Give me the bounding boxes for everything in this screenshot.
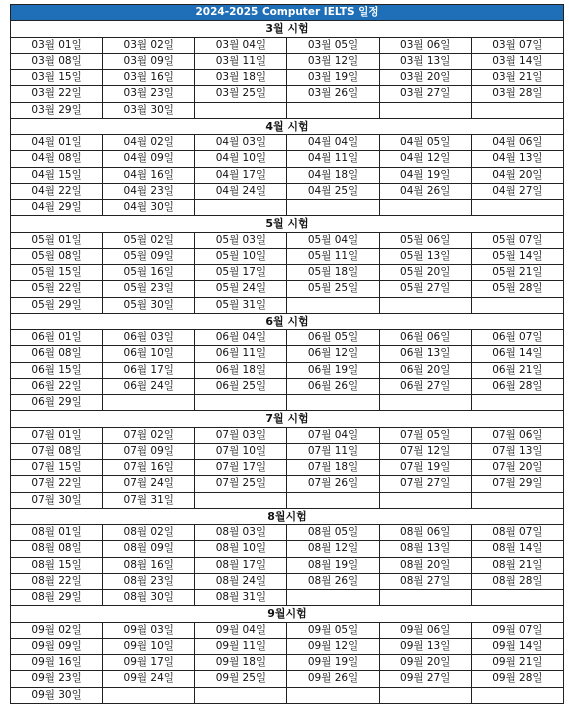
date-row (11, 183, 564, 199)
date-row (11, 590, 564, 606)
empty-cell (379, 297, 471, 313)
empty-cell (195, 395, 287, 411)
empty-cell (379, 102, 471, 118)
date-row (11, 443, 564, 459)
date-row (11, 557, 564, 573)
empty-cell (287, 102, 379, 118)
date-cell: 04월 13일 (471, 151, 563, 167)
empty-cell (471, 590, 563, 606)
date-cell: 09월 16일 (11, 655, 103, 671)
date-cell: 05월 11일 (287, 248, 379, 264)
date-cell: 07월 22일 (11, 476, 103, 492)
date-cell: 04월 08일 (11, 151, 103, 167)
date-row (11, 655, 564, 671)
date-cell: 03월 29일 (11, 102, 103, 118)
month-header: 7월 시험 (11, 411, 564, 427)
date-cell: 05월 09일 (103, 248, 195, 264)
date-cell: 03월 21일 (471, 70, 563, 86)
date-cell: 05월 10일 (195, 248, 287, 264)
date-cell: 09월 05일 (287, 622, 379, 638)
date-cell: 05월 15일 (11, 265, 103, 281)
date-cell: 05월 24일 (195, 281, 287, 297)
empty-cell (471, 395, 563, 411)
date-cell: 03월 16일 (103, 70, 195, 86)
date-cell: 04월 04일 (287, 135, 379, 151)
schedule-body (11, 5, 564, 704)
date-cell: 04월 24일 (195, 183, 287, 199)
empty-cell (379, 492, 471, 508)
date-cell: 08월 29일 (11, 590, 103, 606)
title-row (11, 5, 564, 21)
date-cell: 08월 27일 (379, 573, 471, 589)
date-cell: 09월 20일 (379, 655, 471, 671)
date-cell: 05월 17일 (195, 265, 287, 281)
date-cell: 07월 01일 (11, 427, 103, 443)
date-cell: 07월 16일 (103, 460, 195, 476)
date-cell: 04월 22일 (11, 183, 103, 199)
date-cell: 08월 16일 (103, 557, 195, 573)
date-cell: 09월 19일 (287, 655, 379, 671)
date-cell: 06월 05일 (287, 330, 379, 346)
empty-cell (103, 395, 195, 411)
date-cell: 03월 01일 (11, 37, 103, 53)
empty-cell (379, 590, 471, 606)
date-cell: 03월 23일 (103, 86, 195, 102)
date-cell: 06월 13일 (379, 346, 471, 362)
date-cell: 05월 30일 (103, 297, 195, 313)
month-header-row (11, 118, 564, 134)
date-cell: 03월 20일 (379, 70, 471, 86)
month-header-row (11, 606, 564, 622)
month-header: 5월 시험 (11, 216, 564, 232)
empty-cell (287, 492, 379, 508)
date-cell: 08월 28일 (471, 573, 563, 589)
date-cell: 05월 28일 (471, 281, 563, 297)
month-header-row (11, 216, 564, 232)
date-cell: 07월 31일 (103, 492, 195, 508)
date-cell: 08월 20일 (379, 557, 471, 573)
date-cell: 06월 21일 (471, 362, 563, 378)
date-cell: 09월 11일 (195, 638, 287, 654)
date-cell: 03월 26일 (287, 86, 379, 102)
date-cell: 08월 17일 (195, 557, 287, 573)
empty-cell (287, 200, 379, 216)
month-header: 9월시험 (11, 606, 564, 622)
date-cell: 09월 13일 (379, 638, 471, 654)
date-cell: 09월 10일 (103, 638, 195, 654)
date-cell: 09월 03일 (103, 622, 195, 638)
date-row (11, 330, 564, 346)
date-cell: 06월 14일 (471, 346, 563, 362)
date-cell: 03월 09일 (103, 53, 195, 69)
date-cell: 07월 26일 (287, 476, 379, 492)
date-cell: 04월 10일 (195, 151, 287, 167)
date-cell: 06월 19일 (287, 362, 379, 378)
date-row (11, 395, 564, 411)
empty-cell (287, 687, 379, 703)
date-cell: 06월 07일 (471, 330, 563, 346)
date-cell: 05월 03일 (195, 232, 287, 248)
date-cell: 05월 23일 (103, 281, 195, 297)
date-cell: 08월 09일 (103, 541, 195, 557)
empty-cell (195, 200, 287, 216)
date-cell: 08월 01일 (11, 525, 103, 541)
date-cell: 09월 24일 (103, 671, 195, 687)
empty-cell (195, 687, 287, 703)
empty-cell (471, 492, 563, 508)
date-row (11, 638, 564, 654)
date-cell: 09월 07일 (471, 622, 563, 638)
date-row (11, 378, 564, 394)
date-cell: 04월 02일 (103, 135, 195, 151)
empty-cell (471, 200, 563, 216)
date-cell: 03월 06일 (379, 37, 471, 53)
date-cell: 06월 29일 (11, 395, 103, 411)
date-cell: 07월 30일 (11, 492, 103, 508)
date-row (11, 492, 564, 508)
date-cell: 09월 25일 (195, 671, 287, 687)
date-cell: 07월 05일 (379, 427, 471, 443)
date-cell: 08월 23일 (103, 573, 195, 589)
date-cell: 04월 16일 (103, 167, 195, 183)
date-cell: 05월 06일 (379, 232, 471, 248)
date-cell: 03월 30일 (103, 102, 195, 118)
date-row (11, 167, 564, 183)
date-cell: 09월 27일 (379, 671, 471, 687)
date-cell: 03월 25일 (195, 86, 287, 102)
date-row (11, 53, 564, 69)
date-cell: 09월 17일 (103, 655, 195, 671)
month-header: 4월 시험 (11, 118, 564, 134)
date-cell: 03월 07일 (471, 37, 563, 53)
date-cell: 07월 09일 (103, 443, 195, 459)
date-cell: 09월 26일 (287, 671, 379, 687)
date-row (11, 265, 564, 281)
date-cell: 04월 15일 (11, 167, 103, 183)
date-cell: 03월 19일 (287, 70, 379, 86)
empty-cell (287, 590, 379, 606)
date-cell: 08월 26일 (287, 573, 379, 589)
date-row (11, 37, 564, 53)
date-row (11, 281, 564, 297)
date-cell: 04월 20일 (471, 167, 563, 183)
date-cell: 04월 29일 (11, 200, 103, 216)
empty-cell (471, 297, 563, 313)
date-row (11, 460, 564, 476)
date-row (11, 687, 564, 703)
date-cell: 04월 06일 (471, 135, 563, 151)
date-cell: 05월 14일 (471, 248, 563, 264)
date-cell: 09월 30일 (11, 687, 103, 703)
empty-cell (471, 102, 563, 118)
date-row (11, 248, 564, 264)
date-cell: 04월 05일 (379, 135, 471, 151)
empty-cell (471, 687, 563, 703)
schedule-table (10, 4, 564, 704)
date-cell: 09월 06일 (379, 622, 471, 638)
date-cell: 04월 18일 (287, 167, 379, 183)
date-cell: 06월 12일 (287, 346, 379, 362)
date-cell: 09월 21일 (471, 655, 563, 671)
date-row (11, 476, 564, 492)
date-cell: 06월 15일 (11, 362, 103, 378)
empty-cell (287, 395, 379, 411)
empty-cell (379, 687, 471, 703)
date-cell: 06월 03일 (103, 330, 195, 346)
date-cell: 07월 10일 (195, 443, 287, 459)
empty-cell (195, 492, 287, 508)
date-cell: 06월 28일 (471, 378, 563, 394)
date-row (11, 151, 564, 167)
date-cell: 04월 01일 (11, 135, 103, 151)
date-cell: 07월 27일 (379, 476, 471, 492)
date-row (11, 427, 564, 443)
date-cell: 06월 24일 (103, 378, 195, 394)
date-cell: 06월 20일 (379, 362, 471, 378)
date-cell: 06월 25일 (195, 378, 287, 394)
date-cell: 06월 08일 (11, 346, 103, 362)
date-cell: 04월 19일 (379, 167, 471, 183)
date-cell: 04월 09일 (103, 151, 195, 167)
date-cell: 03월 11일 (195, 53, 287, 69)
date-cell: 08월 13일 (379, 541, 471, 557)
date-cell: 08월 14일 (471, 541, 563, 557)
date-cell: 06월 10일 (103, 346, 195, 362)
month-header-row (11, 21, 564, 37)
date-cell: 08월 05일 (287, 525, 379, 541)
month-header-row (11, 508, 564, 524)
date-cell: 08월 31일 (195, 590, 287, 606)
date-cell: 03월 08일 (11, 53, 103, 69)
date-cell: 03월 27일 (379, 86, 471, 102)
date-cell: 07월 15일 (11, 460, 103, 476)
date-cell: 03월 15일 (11, 70, 103, 86)
empty-cell (103, 687, 195, 703)
date-row (11, 671, 564, 687)
date-cell: 05월 07일 (471, 232, 563, 248)
date-cell: 05월 08일 (11, 248, 103, 264)
date-cell: 05월 25일 (287, 281, 379, 297)
date-cell: 03월 22일 (11, 86, 103, 102)
date-cell: 06월 17일 (103, 362, 195, 378)
date-cell: 03월 12일 (287, 53, 379, 69)
empty-cell (195, 102, 287, 118)
date-row (11, 525, 564, 541)
month-header: 3월 시험 (11, 21, 564, 37)
date-cell: 09월 28일 (471, 671, 563, 687)
date-cell: 07월 02일 (103, 427, 195, 443)
date-cell: 05월 04일 (287, 232, 379, 248)
date-row (11, 362, 564, 378)
date-cell: 05월 01일 (11, 232, 103, 248)
date-cell: 04월 26일 (379, 183, 471, 199)
date-row (11, 541, 564, 557)
date-cell: 05월 18일 (287, 265, 379, 281)
empty-cell (379, 200, 471, 216)
date-cell: 08월 08일 (11, 541, 103, 557)
date-cell: 03월 14일 (471, 53, 563, 69)
date-cell: 08월 21일 (471, 557, 563, 573)
date-cell: 07월 08일 (11, 443, 103, 459)
date-cell: 09월 14일 (471, 638, 563, 654)
empty-cell (287, 297, 379, 313)
date-row (11, 200, 564, 216)
date-cell: 08월 12일 (287, 541, 379, 557)
date-cell: 07월 12일 (379, 443, 471, 459)
date-cell: 09월 23일 (11, 671, 103, 687)
date-row (11, 346, 564, 362)
date-cell: 08월 06일 (379, 525, 471, 541)
month-header-row (11, 411, 564, 427)
date-row (11, 86, 564, 102)
empty-cell (379, 395, 471, 411)
date-cell: 05월 21일 (471, 265, 563, 281)
date-cell: 09월 12일 (287, 638, 379, 654)
date-row (11, 297, 564, 313)
date-cell: 08월 15일 (11, 557, 103, 573)
month-header: 8월시험 (11, 508, 564, 524)
date-cell: 06월 04일 (195, 330, 287, 346)
date-row (11, 622, 564, 638)
date-cell: 07월 19일 (379, 460, 471, 476)
date-cell: 05월 31일 (195, 297, 287, 313)
date-cell: 06월 06일 (379, 330, 471, 346)
month-header: 6월 시험 (11, 313, 564, 329)
date-cell: 08월 10일 (195, 541, 287, 557)
date-cell: 03월 04일 (195, 37, 287, 53)
date-cell: 07월 24일 (103, 476, 195, 492)
date-cell: 04월 25일 (287, 183, 379, 199)
date-cell: 06월 11일 (195, 346, 287, 362)
date-cell: 07월 18일 (287, 460, 379, 476)
date-cell: 09월 02일 (11, 622, 103, 638)
date-cell: 04월 23일 (103, 183, 195, 199)
date-cell: 06월 01일 (11, 330, 103, 346)
date-cell: 06월 18일 (195, 362, 287, 378)
date-cell: 03월 02일 (103, 37, 195, 53)
date-cell: 08월 22일 (11, 573, 103, 589)
date-cell: 07월 03일 (195, 427, 287, 443)
date-cell: 07월 11일 (287, 443, 379, 459)
date-cell: 04월 30일 (103, 200, 195, 216)
date-cell: 08월 24일 (195, 573, 287, 589)
date-cell: 03월 18일 (195, 70, 287, 86)
date-cell: 04월 11일 (287, 151, 379, 167)
date-row (11, 102, 564, 118)
date-row (11, 70, 564, 86)
date-cell: 04월 27일 (471, 183, 563, 199)
date-cell: 05월 29일 (11, 297, 103, 313)
date-cell: 06월 26일 (287, 378, 379, 394)
date-cell: 06월 22일 (11, 378, 103, 394)
date-row (11, 135, 564, 151)
date-cell: 07월 13일 (471, 443, 563, 459)
date-cell: 09월 04일 (195, 622, 287, 638)
date-cell: 07월 06일 (471, 427, 563, 443)
date-cell: 04월 03일 (195, 135, 287, 151)
date-cell: 07월 20일 (471, 460, 563, 476)
date-cell: 08월 07일 (471, 525, 563, 541)
date-cell: 08월 02일 (103, 525, 195, 541)
date-cell: 08월 03일 (195, 525, 287, 541)
date-cell: 07월 25일 (195, 476, 287, 492)
date-row (11, 232, 564, 248)
date-cell: 05월 02일 (103, 232, 195, 248)
date-cell: 07월 17일 (195, 460, 287, 476)
date-cell: 05월 27일 (379, 281, 471, 297)
date-row (11, 573, 564, 589)
date-cell: 04월 17일 (195, 167, 287, 183)
date-cell: 05월 20일 (379, 265, 471, 281)
schedule-title: 2024-2025 Computer IELTS 일정 (11, 5, 564, 21)
date-cell: 03월 13일 (379, 53, 471, 69)
date-cell: 05월 13일 (379, 248, 471, 264)
date-cell: 05월 22일 (11, 281, 103, 297)
date-cell: 05월 16일 (103, 265, 195, 281)
month-header-row (11, 313, 564, 329)
date-cell: 09월 18일 (195, 655, 287, 671)
date-cell: 09월 09일 (11, 638, 103, 654)
date-cell: 07월 29일 (471, 476, 563, 492)
date-cell: 04월 12일 (379, 151, 471, 167)
date-cell: 08월 19일 (287, 557, 379, 573)
date-cell: 03월 28일 (471, 86, 563, 102)
date-cell: 07월 04일 (287, 427, 379, 443)
date-cell: 03월 05일 (287, 37, 379, 53)
date-cell: 06월 27일 (379, 378, 471, 394)
date-cell: 08월 30일 (103, 590, 195, 606)
